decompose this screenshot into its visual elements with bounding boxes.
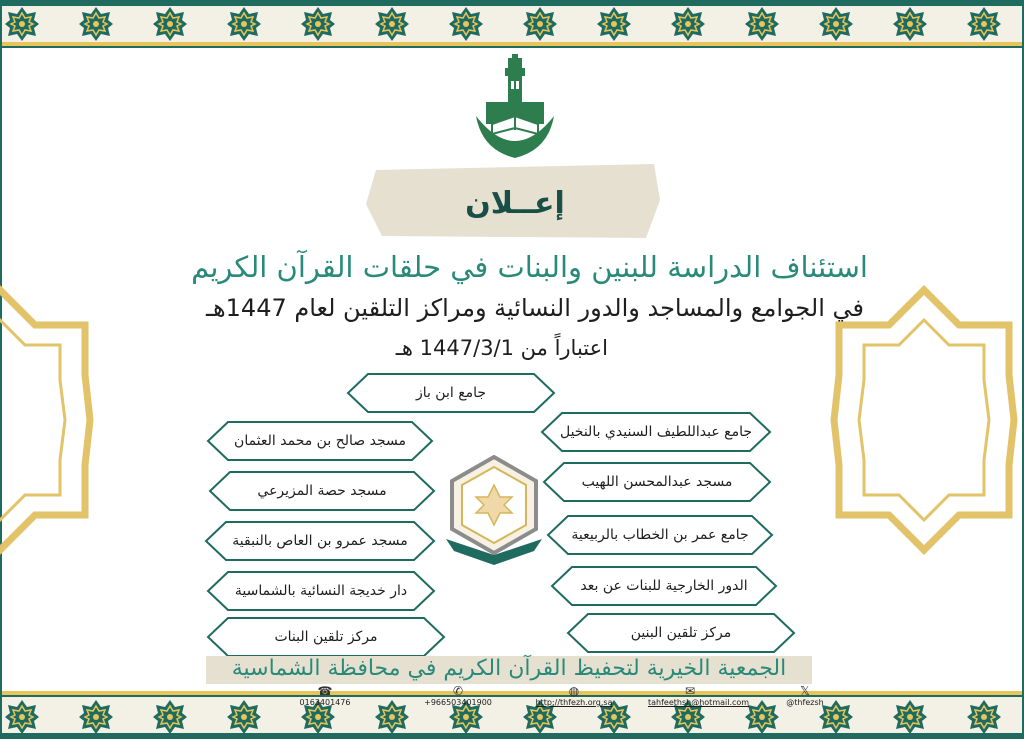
- border-star-icon: [226, 6, 262, 42]
- contact-whatsapp: [420, 684, 496, 707]
- border-star-icon: [226, 699, 262, 735]
- association-logo: [468, 54, 562, 166]
- pill-right-4: [550, 565, 778, 607]
- pill-left-2: [208, 470, 436, 512]
- x-icon: 𝕏: [800, 684, 810, 698]
- quran-emblem: [438, 455, 550, 567]
- pill-right-3: [546, 514, 774, 556]
- pill-right-1-label: جامع عبداللطيف السنيدي بالنخيل: [559, 424, 753, 440]
- contact-email[interactable]: [648, 684, 750, 707]
- pill-right-5: [566, 612, 796, 654]
- right-ornament: [824, 280, 1024, 560]
- border-star-icon: [374, 699, 410, 735]
- pill-right-2: [542, 461, 772, 503]
- pill-left-3: [204, 520, 436, 562]
- pill-left-5: [206, 616, 446, 658]
- pill-left-4: [206, 570, 436, 612]
- contact-email-text[interactable]: tahfeethsh@hotmail.com: [648, 698, 750, 707]
- contact-twitter[interactable]: [770, 684, 840, 707]
- border-star-icon: [300, 6, 336, 42]
- subline: في الجوامع والمساجد والدور النسائية ومراكز التلقين لعام 1447هـ: [205, 294, 864, 322]
- border-star-icon: [78, 6, 114, 42]
- contact-phone-text: 0163401476: [299, 698, 351, 707]
- pill-left-3-label: مسجد عمرو بن العاص بالنبقية: [232, 533, 408, 549]
- pill-left-1: [206, 420, 434, 462]
- contact-website-text[interactable]: http://thfezh.org.sa: [535, 698, 613, 707]
- globe-icon: ◍: [568, 684, 580, 698]
- border-star-icon: [596, 6, 632, 42]
- contact-phone: [290, 684, 360, 707]
- border-star-icon: [670, 6, 706, 42]
- border-star-icon: [892, 6, 928, 42]
- announcement-title: إعــلان: [465, 186, 565, 221]
- pill-left-4-label: دار خديجة النسائية بالشماسية: [234, 583, 408, 599]
- pill-center-top: [346, 372, 556, 414]
- left-ornament: [0, 280, 200, 560]
- pill-right-3-label: جامع عمر بن الخطاب بالربيعية: [571, 527, 749, 543]
- border-star-icon: [4, 699, 40, 735]
- pill-right-2-label: مسجد عبدالمحسن اللهيب: [581, 474, 733, 490]
- border-star-icon: [78, 699, 114, 735]
- contact-whatsapp-text: +966503401900: [424, 698, 492, 707]
- border-star-icon: [744, 6, 780, 42]
- pill-left-1-label: مسجد صالح بن محمد العثمان: [234, 433, 406, 449]
- border-star-icon: [892, 699, 928, 735]
- phone-icon: ☎: [317, 684, 333, 698]
- border-star-icon: [448, 6, 484, 42]
- pill-right-4-label: الدور الخارجية للبنات عن بعد: [580, 578, 748, 594]
- pill-center-top-label: جامع ابن باز: [415, 385, 487, 401]
- border-star-icon: [4, 6, 40, 42]
- mail-icon: ✉: [684, 684, 696, 698]
- border-star-icon: [152, 6, 188, 42]
- border-star-icon: [818, 6, 854, 42]
- contact-website[interactable]: [532, 684, 616, 707]
- headline: استئناف الدراسة للبنين والبنات في حلقات القرآن الكريم: [191, 250, 868, 284]
- border-star-icon: [966, 6, 1002, 42]
- pill-left-2-label: مسجد حصة المزيرعي: [257, 483, 387, 499]
- pill-right-1: [540, 411, 772, 453]
- pill-right-5-label: مركز تلقين البنين: [630, 625, 732, 641]
- top-border: [0, 0, 1024, 48]
- footer-title: الجمعية الخيرية لتحفيظ القرآن الكريم في محافظة الشماسية: [231, 656, 787, 681]
- top-border-strip: [0, 42, 1024, 46]
- border-star-icon: [966, 699, 1002, 735]
- bottom-border-strip: [0, 691, 1024, 695]
- contact-twitter-text[interactable]: @thfezsh: [786, 698, 824, 707]
- border-star-icon: [152, 699, 188, 735]
- whatsapp-icon: ✆: [452, 684, 464, 698]
- border-star-icon: [374, 6, 410, 42]
- dateline: اعتباراً من 1447/3/1 هـ: [395, 336, 608, 360]
- bottom-border: [0, 691, 1024, 739]
- pill-left-5-label: مركز تلقين البنات: [274, 629, 378, 645]
- border-star-icon: [522, 6, 558, 42]
